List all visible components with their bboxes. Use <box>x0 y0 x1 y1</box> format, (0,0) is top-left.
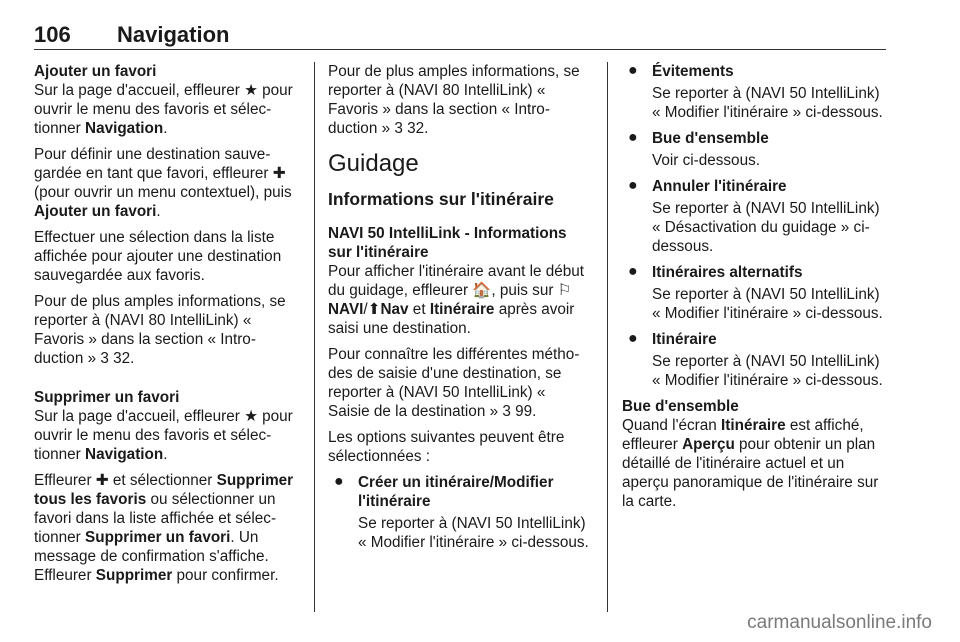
heading-guidage: Guidage <box>328 150 419 177</box>
list-item: ● Itinéraire Se reporter à (NAVI 50 IntelliLink) « Modifier l'itinéraire » ci-dessous. <box>628 330 883 389</box>
column-3 <box>622 62 886 518</box>
star-icon: ★ <box>244 82 258 99</box>
section-title-delete-favorite: Supprimer un favori <box>34 389 180 406</box>
paragraph: Effleurer ✚ et sélectionner Supprimer tous les favoris ou sélectionner un favori dans la liste affichée et sélectionner Supprimer un favori. Un message de confirmation s'affiche. Effleurer Supprimer pour confirmer. <box>34 472 294 584</box>
paragraph: Les options suivantes peuvent être sélectionnées : <box>328 429 565 465</box>
paragraph: Quand l'écran Itinéraire est affiché, effleurer Aperçu pour obtenir un plan détaillé de l'itinéraire actuel et un aperçu panoramique de l'itinéraire sur la carte. <box>622 417 879 510</box>
heading-route-info: Informations sur l'itinéraire <box>328 189 554 209</box>
flag-icon: ⚐ <box>557 282 572 299</box>
bullet-icon: ● <box>334 473 344 490</box>
list-item: ● Évitements Se reporter à (NAVI 50 IntelliLink) « Modifier l'itinéraire » ci-dessous. <box>628 62 883 121</box>
column-2 <box>328 62 590 559</box>
plus-icon: ✚ <box>272 165 286 182</box>
paragraph: Effectuer une sélection dans la liste affichée pour ajouter une destination sauvegardée aux favoris. <box>34 229 282 284</box>
header-rule <box>34 49 886 50</box>
reference-arrow-icon: 3 <box>100 350 109 367</box>
column-divider-2 <box>607 62 608 612</box>
list-item: ● Annuler l'itinéraire Se reporter à (NAVI 50 IntelliLink) « Désactivation du guidage » ci-dessous. <box>628 177 880 255</box>
paragraph: Pour de plus amples informations, se reporter à (NAVI 80 IntelliLink) « Favoris » dans la section « Introduction » 3 32. <box>328 63 580 137</box>
reference-arrow-icon: 3 <box>394 120 403 137</box>
paragraph: Pour afficher l'itinéraire avant le début du guidage, effleurer 🏠, puis sur ⚐NAVI/⬆Nav et Itinéraire après avoir saisi une destination. <box>328 263 585 337</box>
subsection-title: NAVI 50 IntelliLink - Informations sur l'itinéraire <box>328 225 567 261</box>
column-divider-1 <box>314 62 315 612</box>
paragraph: Pour définir une destination sauvegardée en tant que favori, effleurer ✚ (pour ouvrir un menu contextuel), puis Ajouter un favori. <box>34 146 292 220</box>
bullet-icon: ● <box>628 62 638 79</box>
list-item: ● Bue d'ensemble Voir ci-dessous. <box>628 129 769 169</box>
bullet-icon: ● <box>628 263 638 280</box>
page-number: 106 <box>34 22 71 47</box>
reference-arrow-icon: 3 <box>502 403 511 420</box>
column-1 <box>34 62 300 592</box>
bullet-icon: ● <box>628 129 638 146</box>
paragraph: Pour de plus amples informations, se reporter à (NAVI 80 IntelliLink) « Favoris » dans la section « Introduction » 3 32. <box>34 293 286 367</box>
list-item: ● Créer un itinéraire/Modifier l'itinéraire Se reporter à (NAVI 50 IntelliLink) « Modifier l'itinéraire » ci-dessous. <box>334 473 589 551</box>
paragraph: Sur la page d'accueil, effleurer ★ pour ouvrir le menu des favoris et sélectionner Navigation. <box>34 408 293 463</box>
bullet-icon: ● <box>628 177 638 194</box>
plus-icon: ✚ <box>95 472 109 489</box>
paragraph: Sur la page d'accueil, effleurer ★ pour ouvrir le menu des favoris et sélectionner Navigation. <box>34 82 293 137</box>
page-title: Navigation <box>117 22 230 47</box>
page-header <box>34 22 886 52</box>
watermark: carmanualsonline.info <box>747 612 932 633</box>
section-title-overview: Bue d'ensemble <box>622 398 739 415</box>
bullet-icon: ● <box>628 330 638 347</box>
home-icon: 🏠 <box>472 282 492 299</box>
star-icon: ★ <box>244 408 258 425</box>
section-title-add-favorite: Ajouter un favori <box>34 63 157 80</box>
paragraph: Pour connaître les différentes méthodes de saisie d'une destination, se reporter à (NAVI 50 IntelliLink) « Saisie de la destination » 3 99. <box>328 346 580 420</box>
arrow-up-icon: ⬆ <box>367 301 381 318</box>
list-item: ● Itinéraires alternatifs Se reporter à (NAVI 50 IntelliLink) « Modifier l'itinéraire » ci-dessous. <box>628 263 883 322</box>
